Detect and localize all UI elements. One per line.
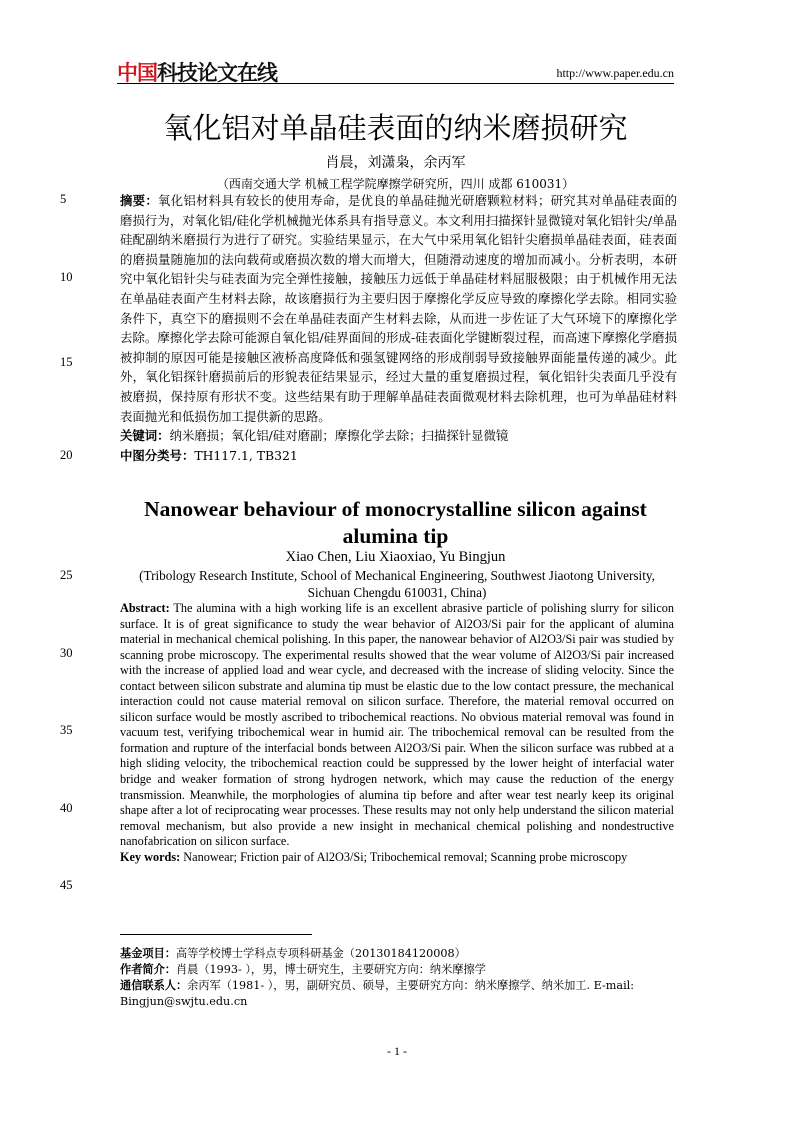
authors-cn: 肖晨，刘潇枭，余丙军 [325, 155, 466, 171]
line-number: 40 [60, 801, 73, 815]
abstract-cn-block [120, 191, 677, 465]
keywords-cn [120, 426, 677, 446]
line-number: 30 [60, 646, 73, 660]
affiliation-en-line1: (Tribology Research Institute, School of Mechanical Engineering, Southwest Jiaotong University, [139, 568, 655, 583]
footnotes [120, 946, 680, 1010]
abstract-en [120, 601, 674, 850]
paper-title-cn: 氧化铝对单晶硅表面的纳米磨损研究 [163, 111, 628, 145]
abstract-cn-label: 摘要： [120, 193, 158, 208]
footnote-author-label: 作者简介： [120, 963, 176, 976]
header-url[interactable]: http://www.paper.edu.cn [556, 66, 674, 80]
classification-cn [120, 446, 677, 466]
footnote-contact-text: 余丙军（1981- ），男，副研究员、硕导，主要研究方向：纳米摩擦学、纳米加工. E-mail: Bingjun@swjtu.edu.cn [120, 979, 635, 1008]
logo-part-2: 科技论文在线 [157, 61, 277, 85]
paper-title-en-line1: Nanowear behaviour of monocrystalline silicon against [144, 497, 647, 521]
footnote-fund-text: 高等学校博士学科点专项科研基金（20130184120008） [175, 947, 466, 960]
keywords-cn-label: 关键词： [120, 428, 170, 444]
authors-en: Xiao Chen, Liu Xiaoxiao, Yu Bingjun [285, 549, 506, 565]
line-number: 10 [60, 270, 73, 284]
footnote-fund-label: 基金项目： [120, 947, 176, 960]
line-number: 45 [60, 878, 73, 892]
footnote-author [120, 962, 680, 978]
line-number: 20 [60, 448, 73, 462]
logo-part-1: 中国 [117, 61, 157, 85]
page-number: - 1 - [387, 1044, 407, 1058]
header-rule [117, 83, 674, 84]
keywords-cn-text: 纳米磨损；氧化铝/硅对磨副；摩擦化学去除；扫描探针显微镜 [169, 428, 509, 444]
keywords-en-text: Nanowear; Friction pair of Al2O3/Si; Tribochemical removal; Scanning probe microscopy [183, 849, 628, 864]
affiliation-en [117, 568, 677, 601]
footnote-author-text: 肖晨（1993- ），男，博士研究生，主要研究方向：纳米摩擦学 [175, 963, 486, 976]
affiliation-en-line2: Sichuan Chengdu 610031, China) [307, 584, 487, 600]
keywords-en [120, 850, 674, 866]
affiliation-cn: （西南交通大学 机械工程学院摩擦学研究所，四川 成都 610031） [216, 177, 575, 191]
abstract-en-label: Abstract: [120, 601, 170, 615]
abstract-en-block [120, 601, 674, 865]
footnote-fund [120, 946, 680, 962]
footnote-rule [120, 934, 312, 935]
paper-title-en-line2: alumina tip [342, 524, 449, 548]
line-number: 25 [60, 568, 73, 582]
line-number: 5 [60, 192, 67, 206]
paper-title-en [117, 496, 674, 550]
line-number: 15 [60, 355, 73, 369]
abstract-en-text: The alumina with a high working life is an excellent abrasive particle of polishing slurry for silicon surface. It is of great significance to study the wear behavior of Al2O3/Si pair for the applicant of alumina material in mechanical chemical polishing. In this paper, the nanowear behavior of Al2O3/Si pair was studied by scanning probe microscopy. The experimental results showed that the wear volume of Al2O3/Si pair increased with the increase of applied load and wear cycle, and decreased with the increase of sliding velocity. Since the contact between silicon substrate and alumina tip must be elastic due to the low contact pressure, the mechanical interaction could not cause material removal on silicon surface. Therefore, the material removal occurred on silicon surface would be mostly ascribed to tribochemical reactions. No obvious material removal was found in vacuum test, verifying tribochemical wear in humid air. The tribochemical removal can be resulted from the formation and rupture of the interfacial bonds between Al2O3/Si pair. When the silicon surface was rubbed at a high sliding velocity, the tribochemical reaction could be suppressed by the lower height of interfacial water bridge and weaker formation of strong hydrogen network, which may cause the reduction of the energy transmission. Meanwhile, the morphologies of alumina tip before and after wear test nearly keep its original shape after a lot of reciprocating wear processes. These results may not only help understand the silicon material removal mechanism, but also provide a new insight in mechanical chemical polishing and nondestructive nanofabrication on silicon surface. [120, 601, 675, 849]
classification-cn-text: TH117.1, TB321 [194, 447, 298, 463]
abstract-cn-text: 氧化铝材料具有较长的使用寿命，是优良的单晶硅抛光研磨颗粒材料；研究其对单晶硅表面的磨损行为，对氧化铝/硅化学机械抛光体系具有指导意义。本文利用扫描探针显微镜对氧化铝针尖/单晶硅配副纳米磨损行为进行了研究。实验结果显示，在大气中采用氧化铝针尖磨损单晶硅表面，硅表面的磨损量随施加的法向载荷或磨损次数的增大而增大，但随滑动速度的增加而减小。分析表明，本研究中氧化铝针尖与硅表面为完全弹性接触，接触压力远低于单晶硅材料屈服极限；由于机械作用无法在单晶硅表面产生材料去除，故该磨损行为主要归因于摩擦化学反应导致的摩擦化学去除。相同实验条件下，真空下的磨损则不会在单晶硅表面产生材料去除，从而进一步佐证了大气环境下的摩擦化学去除。摩擦化学去除可能源自氧化铝/硅界面间的形成-硅表面化学键断裂过程，而高速下摩擦化学磨损被抑制的原因可能是接触区液桥高度降低和强氢键网络的形成削弱导致接触界面能量传递的减少。此外，氧化铝探针磨损前后的形貌表征结果显示，经过大量的重复磨损过程，氧化铝针尖表面几乎没有被磨损，保持原有形状不变。这些结果有助于理解单晶硅表面微观材料去除机理，也可为单晶硅材料表面抛光和低损伤加工提供新的思路。 [120, 193, 678, 424]
line-number: 35 [60, 723, 73, 737]
abstract-cn [120, 191, 677, 426]
classification-cn-label: 中图分类号： [120, 447, 195, 463]
footnote-contact-label: 通信联系人： [120, 979, 188, 992]
keywords-en-label: Key words: [120, 849, 181, 864]
footnote-contact [120, 978, 680, 1010]
